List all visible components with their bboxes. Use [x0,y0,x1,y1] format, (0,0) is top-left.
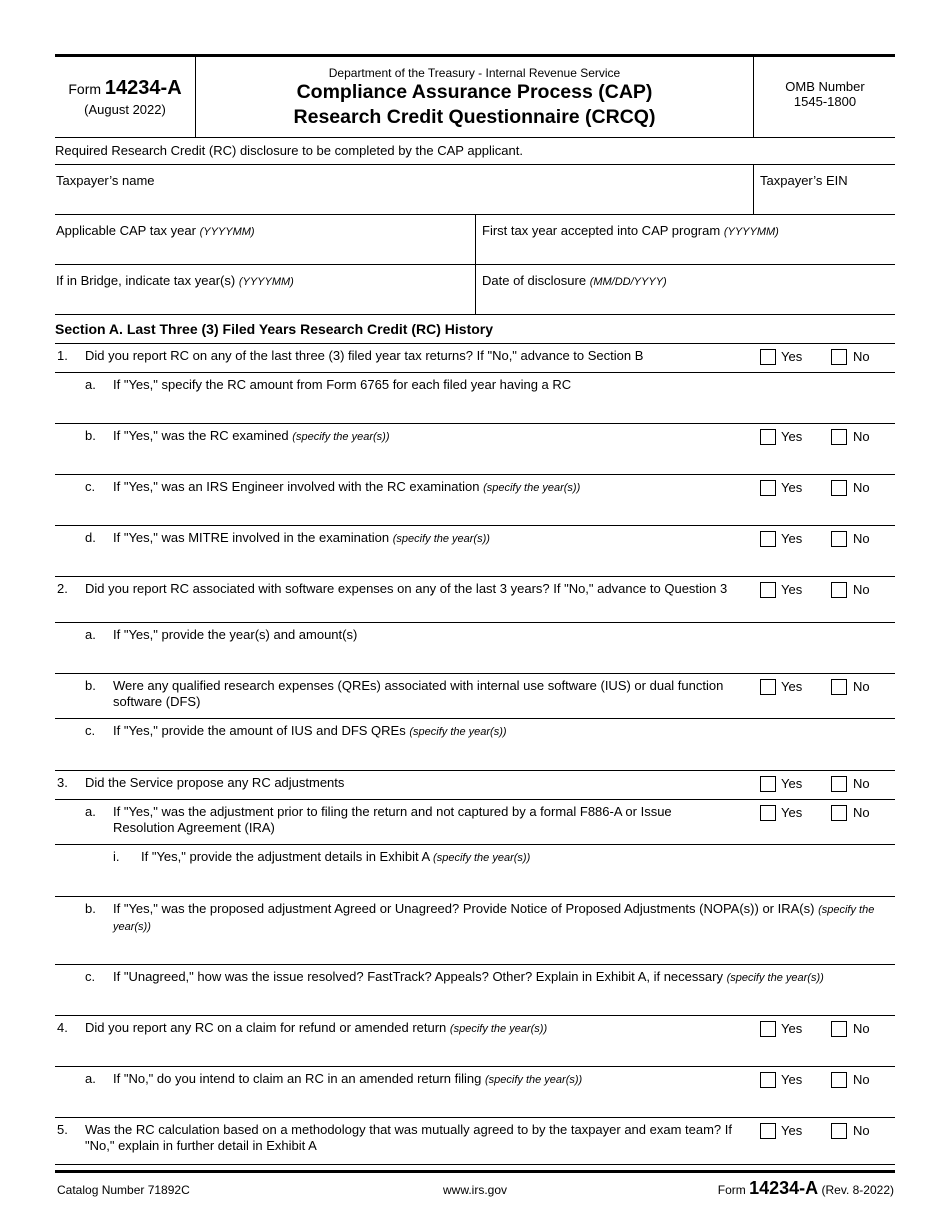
taxpayer-ein-field[interactable] [753,165,896,214]
no-checkbox[interactable] [831,1021,847,1037]
yes-label: Yes [781,1072,803,1087]
cap-tax-year-label: Applicable CAP tax year [56,223,196,238]
question-text [113,969,897,986]
yes-label: Yes [781,776,803,791]
question-label: Did the Service propose any RC adjustments [85,775,345,790]
question-row[interactable] [55,845,895,897]
bridge-row [55,265,895,315]
question-number: i. [113,849,120,864]
question-hint: (specify the year(s)) [485,1074,583,1086]
yes-no-group [760,776,890,792]
no-label: No [853,776,870,791]
tax-year-row [55,215,895,265]
footer-form-number: 14234-A [749,1178,819,1198]
question-hint: (specify the year(s)) [449,1023,548,1035]
question-text [113,627,897,643]
bridge-hint: (YYYYMM) [238,276,294,288]
yes-label: Yes [781,582,803,597]
yes-no-group [760,805,890,821]
question-row [55,1118,895,1165]
question-number: a. [85,377,96,392]
yes-checkbox[interactable] [760,1123,776,1139]
question-row[interactable] [55,623,895,674]
yes-checkbox[interactable] [760,805,776,821]
question-text [113,428,733,445]
first-tax-year-field[interactable] [475,215,896,264]
taxpayer-ein-label: Taxpayer’s EIN [760,173,848,188]
question-text [85,1122,733,1154]
no-checkbox[interactable] [831,1123,847,1139]
question-text [113,804,733,836]
yes-checkbox[interactable] [760,776,776,792]
no-checkbox[interactable] [831,429,847,445]
question-label: Did you report RC associated with software expenses on any of the last 3 years? If "No," advance to Question 3 [85,581,728,596]
no-checkbox[interactable] [831,805,847,821]
question-label: Did you report any RC on a claim for refund or amended return [85,1020,447,1035]
title-block [196,57,753,137]
yes-label: Yes [781,1123,803,1138]
disclosure-date-label: Date of disclosure [482,273,587,288]
question-number: a. [85,627,96,642]
no-label: No [853,1021,870,1036]
question-text [113,479,733,496]
question-row [55,771,895,800]
no-label: No [853,480,870,495]
yes-checkbox[interactable] [760,1072,776,1088]
question-number: 2. [57,581,68,596]
yes-no-group [760,1123,890,1139]
question-hint: (specify the year(s)) [292,431,390,443]
question-hint: (specify the year(s)) [113,904,875,933]
form-footer [55,1170,895,1203]
no-label: No [853,429,870,444]
no-label: No [853,679,870,694]
no-label: No [853,531,870,546]
question-hint: (specify the year(s)) [483,482,581,494]
question-number: c. [85,723,96,738]
catalog-number: Catalog Number 71892C [57,1183,190,1197]
question-label: Did you report RC on any of the last three (3) filed year tax returns? If "No," advance to Section B [85,348,644,363]
omb-number: 1545-1800 [793,94,857,109]
yes-no-group [760,531,890,547]
question-text [85,775,733,791]
form-number: 14234-A [104,77,182,99]
no-label: No [853,1123,870,1138]
no-label: No [853,1072,870,1087]
yes-checkbox[interactable] [760,582,776,598]
footer-form-prefix: Form [717,1183,746,1197]
question-row[interactable] [55,373,895,424]
question-number: c. [85,479,96,494]
no-checkbox[interactable] [831,582,847,598]
question-row[interactable] [55,719,895,771]
question-row [55,475,895,526]
question-hint: (specify the year(s)) [433,852,531,864]
no-checkbox[interactable] [831,349,847,365]
title-line1: Compliance Assurance Process (CAP) [296,81,653,103]
department: Department of the Treasury - Internal Revenue Service [328,66,621,80]
question-label: If "Yes," was an IRS Engineer involved with the RC examination [113,479,480,494]
taxpayer-name-field[interactable] [55,165,753,214]
bridge-field[interactable] [55,265,475,314]
yes-label: Yes [781,531,803,546]
question-number: 3. [57,775,68,790]
question-row [55,344,895,373]
question-row [55,577,895,623]
question-hint: (specify the year(s)) [392,533,490,545]
yes-checkbox[interactable] [760,1021,776,1037]
no-label: No [853,805,870,820]
form-page [55,54,895,1165]
question-number: b. [85,428,96,443]
question-text [85,348,733,364]
question-text [113,678,733,710]
yes-checkbox[interactable] [760,480,776,496]
yes-no-group [760,679,890,695]
yes-no-group [760,1072,890,1088]
question-number: 1. [57,348,68,363]
no-label: No [853,349,870,364]
bridge-label: If in Bridge, indicate tax year(s) [56,273,236,288]
question-row[interactable] [55,897,895,965]
question-list [55,344,895,1165]
question-number: d. [85,530,96,545]
taxpayer-row [55,165,895,215]
footer-rev: (Rev. 8-2022) [821,1183,894,1197]
yes-no-group [760,349,890,365]
question-label: If "Yes," provide the amount of IUS and DFS QREs [113,723,406,738]
question-text [85,1020,733,1037]
question-label: Was the RC calculation based on a methodology that was mutually agreed to by the taxpayer and exam team? If "No," explain in further detail in Exhibit A [85,1122,732,1153]
title-line2: Research Credit Questionnaire (CRCQ) [293,106,656,128]
yes-checkbox[interactable] [760,531,776,547]
form-id-box [55,57,196,137]
question-text [141,849,897,866]
yes-checkbox[interactable] [760,349,776,365]
question-text [113,723,897,740]
cap-tax-year-hint: (YYYYMM) [199,226,255,238]
no-checkbox[interactable] [831,480,847,496]
question-row [55,674,895,719]
question-text [113,377,897,393]
question-label: If "Yes," was the RC examined [113,428,289,443]
question-row [55,1067,895,1118]
question-text [113,901,897,935]
question-number: 4. [57,1020,68,1035]
question-label: If "Yes," was the proposed adjustment Agreed or Unagreed? Provide Notice of Proposed Adjustments (NOPA(s)) or IRA(s) [113,901,815,916]
question-label: If "Yes," specify the RC amount from Form 6765 for each filed year having a RC [113,377,572,392]
yes-label: Yes [781,429,803,444]
taxpayer-name-label: Taxpayer’s name [56,173,155,188]
no-checkbox[interactable] [831,776,847,792]
yes-label: Yes [781,805,803,820]
question-text [113,530,733,547]
section-a-heading: Section A. Last Three (3) Filed Years Research Credit (RC) History [55,315,895,344]
yes-label: Yes [781,480,803,495]
no-label: No [853,582,870,597]
disclosure-date-hint: (MM/DD/YYYY) [589,276,667,288]
question-label: Were any qualified research expenses (QREs) associated with internal use software (IUS) or dual function software (DFS) [113,678,724,709]
no-checkbox[interactable] [831,531,847,547]
yes-no-group [760,480,890,496]
question-label: If "Yes," provide the year(s) and amount(s) [113,627,358,642]
yes-checkbox[interactable] [760,679,776,695]
no-checkbox[interactable] [831,1072,847,1088]
question-number: a. [85,1071,96,1086]
question-row [55,800,895,845]
question-number: 5. [57,1122,68,1137]
question-label: If "Unagreed," how was the issue resolved? FastTrack? Appeals? Other? Explain in Exhibit A, if necessary [113,969,723,984]
question-text [113,1071,733,1088]
question-number: c. [85,969,96,984]
question-hint: (specify the year(s)) [726,972,824,984]
question-row[interactable] [55,965,895,1016]
form-prefix: Form [68,81,102,97]
question-number: a. [85,804,96,819]
form-header [55,54,895,138]
question-row [55,526,895,577]
question-hint: (specify the year(s)) [409,726,507,738]
first-tax-year-label: First tax year accepted into CAP program [482,223,721,238]
question-label: If "Yes," was the adjustment prior to filing the return and not captured by a formal F886-A or Issue Resolution Agreement (IRA) [113,804,672,835]
yes-checkbox[interactable] [760,429,776,445]
form-date: (August 2022) [84,102,166,117]
yes-no-group [760,1021,890,1037]
question-row [55,424,895,475]
yes-label: Yes [781,349,803,364]
irs-url: www.irs.gov [442,1183,507,1197]
yes-label: Yes [781,1021,803,1036]
cap-tax-year-field[interactable] [55,215,475,264]
question-label: If "Yes," provide the adjustment details in Exhibit A [141,849,430,864]
yes-label: Yes [781,679,803,694]
first-tax-year-hint: (YYYYMM) [723,226,779,238]
omb-box [753,57,896,137]
intro-text: Required Research Credit (RC) disclosure to be completed by the CAP applicant. [55,138,895,165]
yes-no-group [760,582,890,598]
disclosure-date-field[interactable] [475,265,896,314]
question-number: b. [85,901,96,916]
question-label: If "Yes," was MITRE involved in the examination [113,530,390,545]
question-label: If "No," do you intend to claim an RC in an amended return filing [113,1071,482,1086]
question-row [55,1016,895,1067]
yes-no-group [760,429,890,445]
question-text [85,581,733,597]
omb-label: OMB Number [785,79,865,94]
question-number: b. [85,678,96,693]
no-checkbox[interactable] [831,679,847,695]
